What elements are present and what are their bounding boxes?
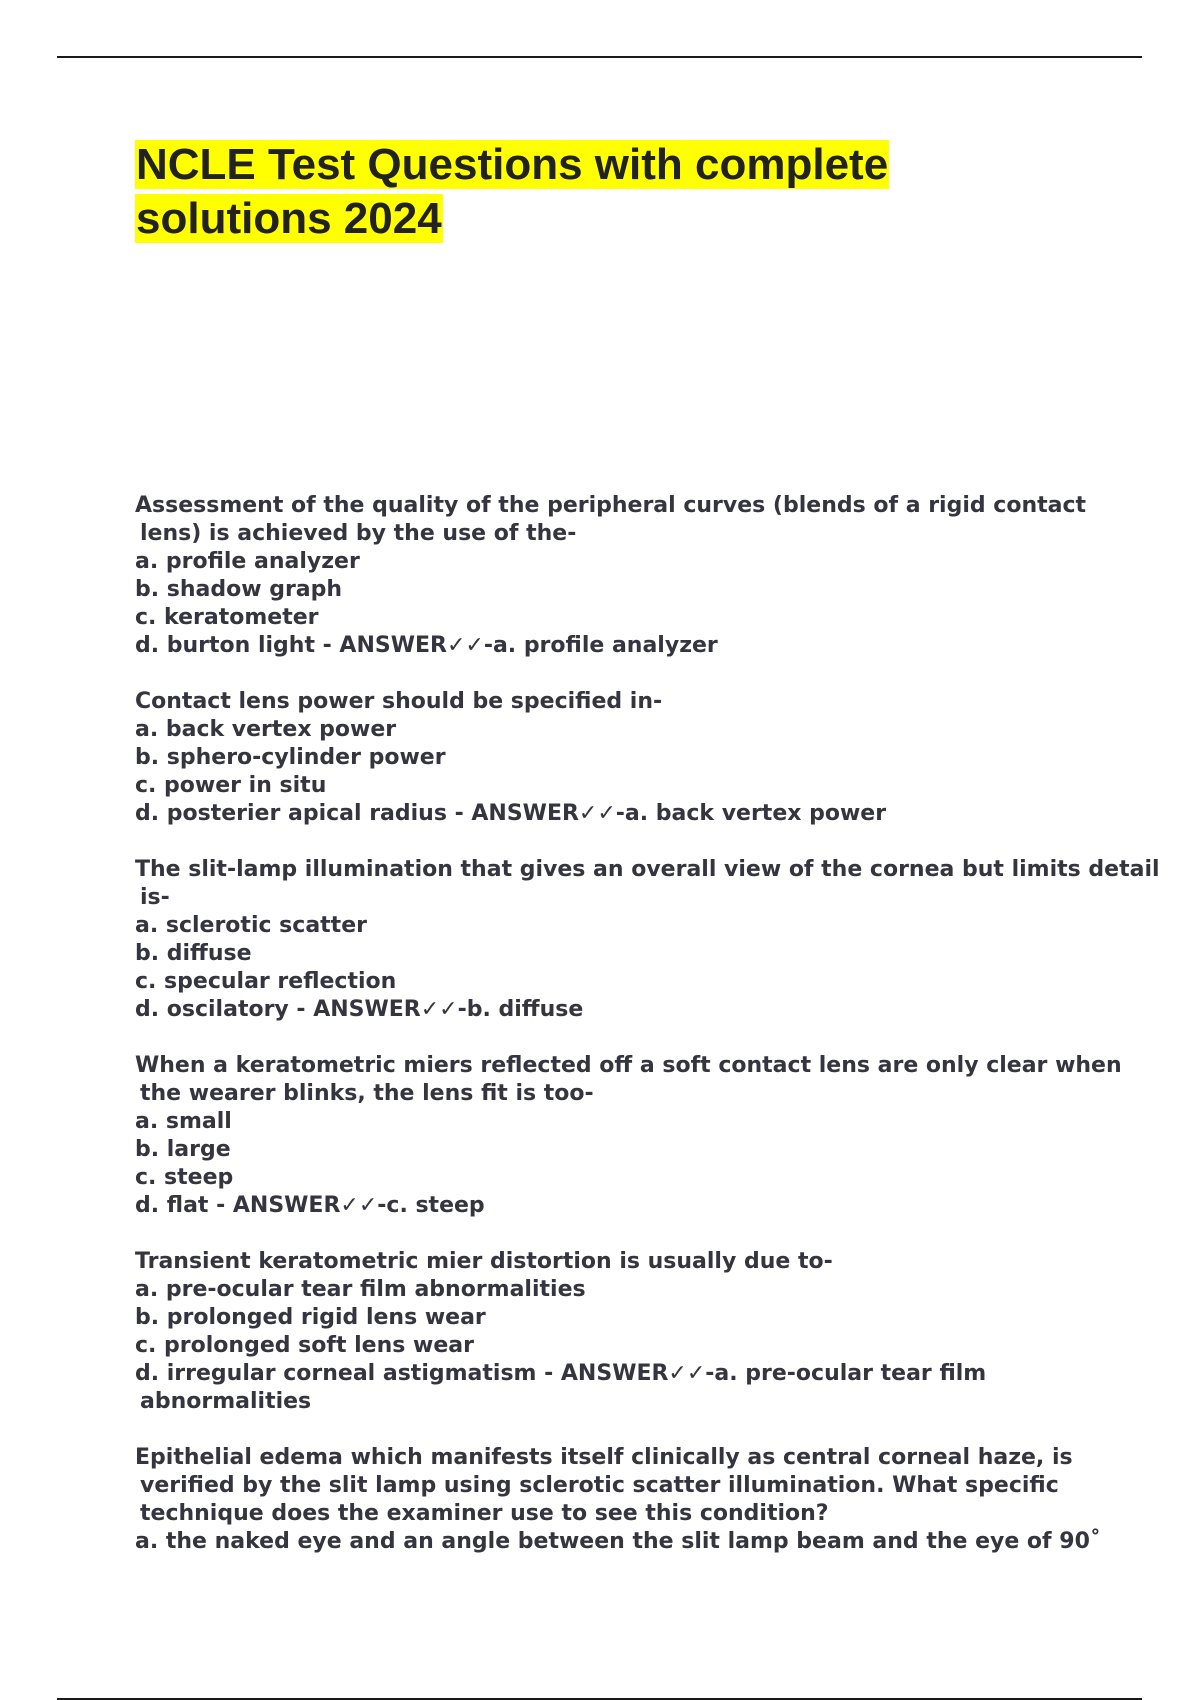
answer-option-continuation: abnormalities [140, 1389, 312, 1414]
answer-option: a. the naked eye and an angle between the slit lamp beam and the eye of 90˚ [135, 1529, 1101, 1554]
answer-option-with-answer: d. burton light - ANSWER✓✓-a. profile analyzer [135, 633, 718, 658]
question-stem-line: Epithelial edema which manifests itself clinically as central corneal haze, is [135, 1445, 1073, 1470]
question-stem-line: Contact lens power should be specified in- [135, 689, 663, 714]
question-block [135, 1444, 1105, 1556]
question-stem-line: technique does the examiner use to see this condition? [140, 1501, 829, 1526]
answer-option: c. prolonged soft lens wear [135, 1333, 474, 1358]
answer-option: b. prolonged rigid lens wear [135, 1305, 486, 1330]
question-block [135, 1052, 1122, 1220]
question-stem-line: verified by the slit lamp using sclerotic scatter illumination. What specific [140, 1473, 1059, 1498]
question-block [135, 1248, 1105, 1416]
answer-option: a. small [135, 1109, 232, 1134]
document-title [135, 138, 1035, 246]
answer-option: b. large [135, 1137, 231, 1162]
question-block [135, 492, 1105, 660]
question-block [135, 688, 1105, 828]
question-block [135, 856, 1160, 1024]
top-rule [57, 56, 1142, 58]
question-stem-line: Transient keratometric mier distortion is usually due to- [135, 1249, 833, 1274]
title-line-2: solutions 2024 [136, 194, 442, 243]
answer-option: c. steep [135, 1165, 234, 1190]
answer-option: b. sphero-cylinder power [135, 745, 446, 770]
answer-option: a. pre-ocular tear film abnormalities [135, 1277, 586, 1302]
question-stem-line: lens) is achieved by the use of the- [140, 521, 577, 546]
title-line-1: NCLE Test Questions with complete [136, 140, 889, 189]
question-stem-line: is- [140, 885, 170, 910]
answer-option-with-answer: d. posterier apical radius - ANSWER✓✓-a. back vertex power [135, 801, 887, 826]
answer-option: b. diffuse [135, 941, 252, 966]
question-stem-line: Assessment of the quality of the peripheral curves (blends of a rigid contact [135, 493, 1087, 518]
question-list [135, 492, 1160, 1584]
question-stem-line: The slit-lamp illumination that gives an overall view of the cornea but limits detail [135, 857, 1160, 882]
answer-option-with-answer: d. flat - ANSWER✓✓-c. steep [135, 1193, 485, 1218]
answer-option-with-answer: d. irregular corneal astigmatism - ANSWER✓✓-a. pre-ocular tear film [135, 1361, 987, 1386]
answer-option-with-answer: d. oscilatory - ANSWER✓✓-b. diffuse [135, 997, 584, 1022]
answer-option: c. power in situ [135, 773, 327, 798]
answer-option: b. shadow graph [135, 577, 343, 602]
answer-option: c. specular reflection [135, 969, 397, 994]
answer-option: a. sclerotic scatter [135, 913, 367, 938]
answer-option: a. back vertex power [135, 717, 397, 742]
answer-option: a. profile analyzer [135, 549, 360, 574]
question-stem-line: When a keratometric miers reflected off a soft contact lens are only clear when [135, 1053, 1122, 1078]
answer-option: c. keratometer [135, 605, 319, 630]
question-stem-line: the wearer blinks, the lens fit is too- [140, 1081, 594, 1106]
